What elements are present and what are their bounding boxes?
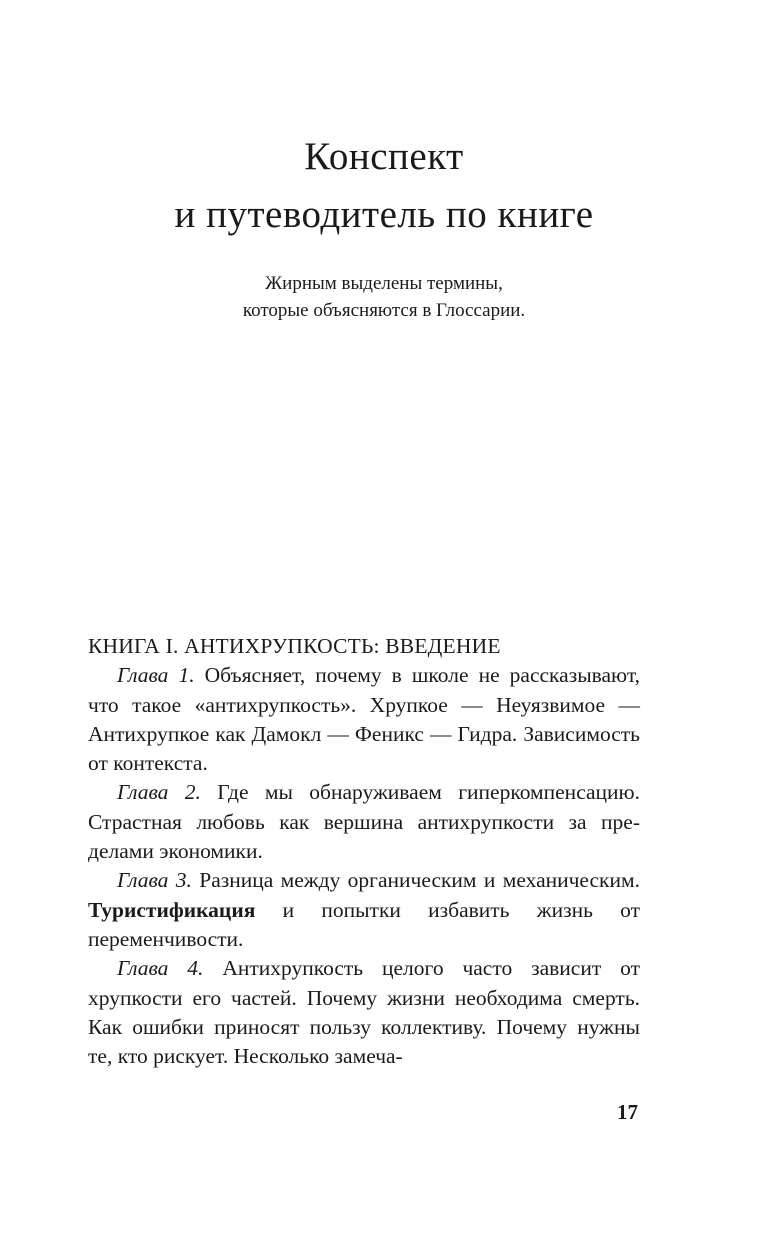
chapter-text: Объясняет, почему в школе не рассказывают, что такое «антихрупкость». Хрупкое — Неуязвимое — Антихрупкое как Дамокл — Феникс — Гидра. Зависимость от контекста. xyxy=(88,663,640,776)
page-title-line-1: Конспект xyxy=(304,135,464,178)
chapter-1-summary xyxy=(88,661,640,778)
chapter-label: Глава 4. xyxy=(117,956,204,981)
chapter-label: Глава 3. xyxy=(117,868,192,893)
page-title-line-2: и путеводитель по книге xyxy=(174,193,594,236)
chapter-3-summary xyxy=(88,866,640,954)
page-number: 17 xyxy=(617,1100,638,1124)
page-title xyxy=(0,128,768,244)
chapter-text: Разница между органическим и механическим. xyxy=(191,868,640,893)
chapter-text: Антихрупкость целого часто зависит от хрупкости его частей. Почему жизни необходима смерть. Как ошибки приносят пользу коллективу. Почему нужны те, кто рискует. Несколько замеча- xyxy=(88,956,640,1069)
chapter-text: и попытки избавить жизнь от переменчивости. xyxy=(88,897,640,951)
chapter-label: Глава 2. xyxy=(117,780,201,805)
book-heading: КНИГА I. АНТИХРУПКОСТЬ: ВВЕДЕНИЕ xyxy=(88,634,501,658)
chapter-label: Глава 1. xyxy=(117,663,195,688)
subtitle-note xyxy=(0,270,768,324)
chapter-text: Где мы обнаруживаем гиперкомпенсацию. Страстная любовь как вершина антихрупкости за пределами экономики. xyxy=(88,780,640,864)
glossary-term: Туристификация xyxy=(88,897,256,922)
subtitle-line-1: Жирным выделены термины, xyxy=(265,273,503,294)
subtitle-line-2: которые объясняются в Глоссарии. xyxy=(242,300,526,321)
chapter-4-summary xyxy=(88,954,640,1071)
table-of-contents xyxy=(88,632,640,1071)
chapter-2-summary xyxy=(88,778,640,866)
